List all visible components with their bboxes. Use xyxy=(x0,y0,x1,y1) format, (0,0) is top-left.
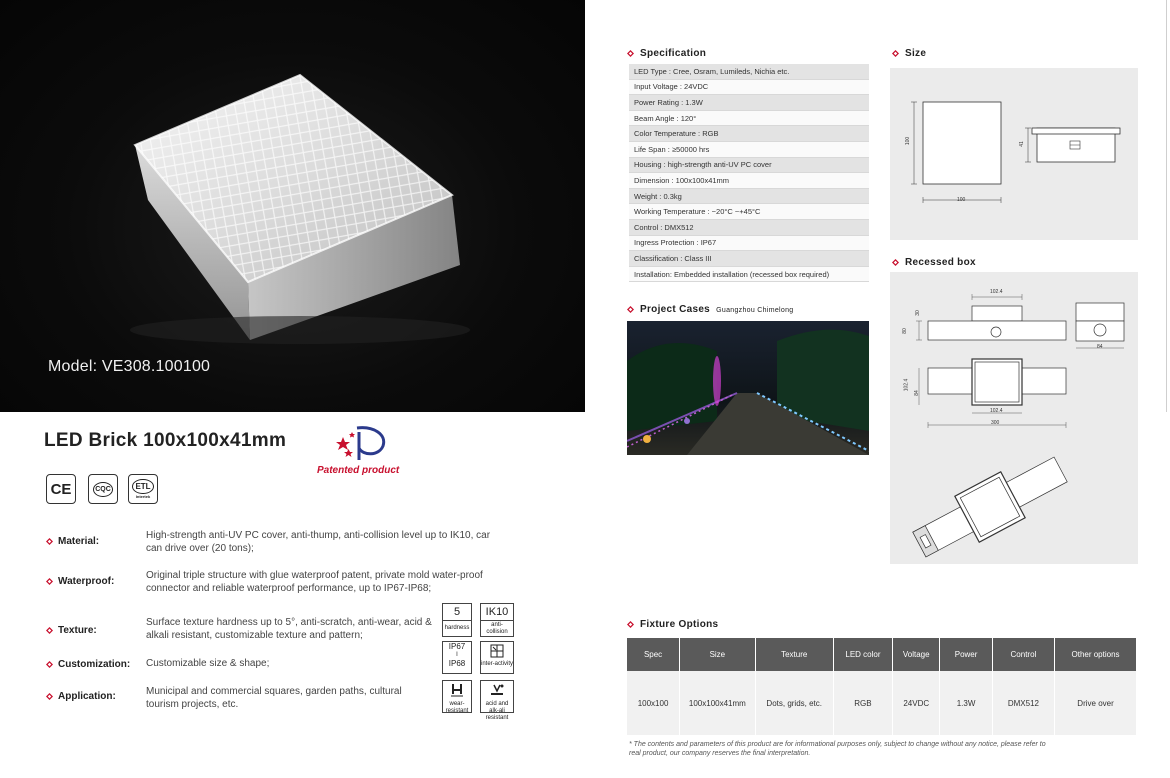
ip-rating-badge: IP67 I IP68 xyxy=(442,641,472,674)
table-row: Dimension : 100x100x41mm xyxy=(629,173,869,189)
recessed-inner-dim: 102.4 xyxy=(990,408,1003,414)
table-row: Input Voltage : 24VDC xyxy=(629,79,869,95)
size-heading: Size xyxy=(905,48,927,59)
feature-text-material: High-strength anti-UV PC cover, anti-thump, anti-collision level up to IK10, car can drive over (20 tons); xyxy=(146,530,491,554)
interactivity-badge: inter-activity xyxy=(480,641,514,674)
diamond-bullet-icon xyxy=(892,259,899,266)
table-row: Beam Angle : 120° xyxy=(629,110,869,126)
diamond-bullet-icon xyxy=(892,50,899,57)
feature-text-waterproof: Original triple structure with glue waterproof patent, private mold water-proof connector and reliable waterproof performance, up to IP67-IP68; xyxy=(146,570,483,594)
product-hero-image xyxy=(0,0,585,412)
table-row: Life Span : ≥50000 hrs xyxy=(629,141,869,157)
recessed-small-dim: 30 xyxy=(914,310,921,316)
diamond-bullet-icon xyxy=(46,578,53,585)
patent-text: Patented product xyxy=(317,465,400,476)
table-row: Housing : high-strength anti-UV PC cover xyxy=(629,157,869,173)
wear-resistant-badge: wear-resistant xyxy=(442,680,472,713)
diamond-bullet-icon xyxy=(46,538,53,545)
diamond-bullet-icon xyxy=(627,50,634,57)
fixture-options-table xyxy=(627,638,1137,735)
table-row: 100x100 100x100x41mm Dots, grids, etc. RGB 24VDC 1.3W DMX512 Drive over xyxy=(627,671,1137,735)
acid-alkali-badge: acid and alk-ali resistant xyxy=(480,680,514,713)
cqc-cert-icon: CQC xyxy=(88,474,118,504)
recessed-mid-small-dim: 84 xyxy=(913,390,920,396)
diamond-bullet-icon xyxy=(46,661,53,668)
ik10-badge: IK10 anti-collision xyxy=(480,603,514,637)
table-row: Working Temperature : −20°C ~+45°C xyxy=(629,204,869,220)
recessed-right-dim: 84 xyxy=(1097,344,1103,350)
diamond-bullet-icon xyxy=(627,621,634,628)
table-row: LED Type : Cree, Osram, Lumileds, Nichia etc. xyxy=(629,64,869,79)
project-cases-heading: Project Cases Guangzhou Chimelong xyxy=(640,304,794,315)
size-height-label: 100 xyxy=(905,136,912,146)
recessed-box-drawing xyxy=(890,272,1138,564)
diamond-bullet-icon xyxy=(627,306,634,313)
size-drawing xyxy=(890,68,1138,240)
project-photo xyxy=(627,321,869,455)
feature-text-texture: Surface texture hardness up to 5°, anti-scratch, anti-wear, acid & alkali resistant, customizable texture and pattern; xyxy=(146,617,432,641)
product-title: LED Brick 100x100x41mm xyxy=(44,430,287,451)
table-header-row: Spec Size Texture LED color Voltage Power Control Other options xyxy=(627,638,1137,671)
diamond-bullet-icon xyxy=(46,693,53,700)
table-row: Installation: Embedded installation (recessed box required) xyxy=(629,266,869,282)
feature-label-texture: Texture: xyxy=(58,625,97,636)
table-row: Weight : 0.3kg xyxy=(629,188,869,204)
acid-icon xyxy=(488,682,506,698)
hardness-badge: 5 hardness xyxy=(442,603,472,637)
table-row: Control : DMX512 xyxy=(629,219,869,235)
specification-heading: Specification xyxy=(640,48,707,59)
patent-logo xyxy=(333,424,393,464)
size-drawing-panel xyxy=(890,68,1138,240)
feature-text-application: Municipal and commercial squares, garden paths, cultural tourism projects, etc. xyxy=(146,686,402,710)
feature-label-waterproof: Waterproof: xyxy=(58,576,115,587)
recessed-mid-dim: 102.4 xyxy=(903,378,910,392)
specification-table xyxy=(629,64,869,282)
etl-cert-icon: ETL Intertek xyxy=(128,474,158,504)
size-depth-label: 41 xyxy=(1018,141,1025,147)
size-width-label: 100 xyxy=(957,197,966,203)
recessed-top-dim: 102.4 xyxy=(990,289,1003,295)
table-row: Color Temperature : RGB xyxy=(629,126,869,142)
feature-label-customization: Customization: xyxy=(58,659,131,670)
diamond-bullet-icon xyxy=(46,627,53,634)
feature-label-application: Application: xyxy=(58,691,116,702)
table-row: Power Rating : 1.3W xyxy=(629,95,869,111)
feature-label-material: Material: xyxy=(58,536,100,547)
recessed-box-heading: Recessed box xyxy=(905,257,976,268)
table-row: Ingress Protection : IP67 xyxy=(629,235,869,251)
recessed-box-panel xyxy=(890,272,1138,564)
ce-cert-icon: CE xyxy=(46,474,76,504)
page-edge xyxy=(1166,0,1167,412)
fixture-options-heading: Fixture Options xyxy=(640,619,719,630)
table-row: Classification : Class III xyxy=(629,251,869,267)
interactivity-icon xyxy=(490,644,504,658)
recessed-side-dim: 80 xyxy=(901,328,908,334)
feature-text-customization: Customizable size & shape; xyxy=(146,658,270,669)
model-label: Model: VE308.100100 xyxy=(48,358,211,375)
wear-icon xyxy=(449,682,465,698)
led-brick-illustration xyxy=(0,0,585,412)
recessed-total-dim: 300 xyxy=(991,420,1000,426)
footnote: * The contents and parameters of this product are for informational purposes only, subject to change without any notice, please refer to real product, our company reserves the final interpretation. xyxy=(629,741,1046,757)
